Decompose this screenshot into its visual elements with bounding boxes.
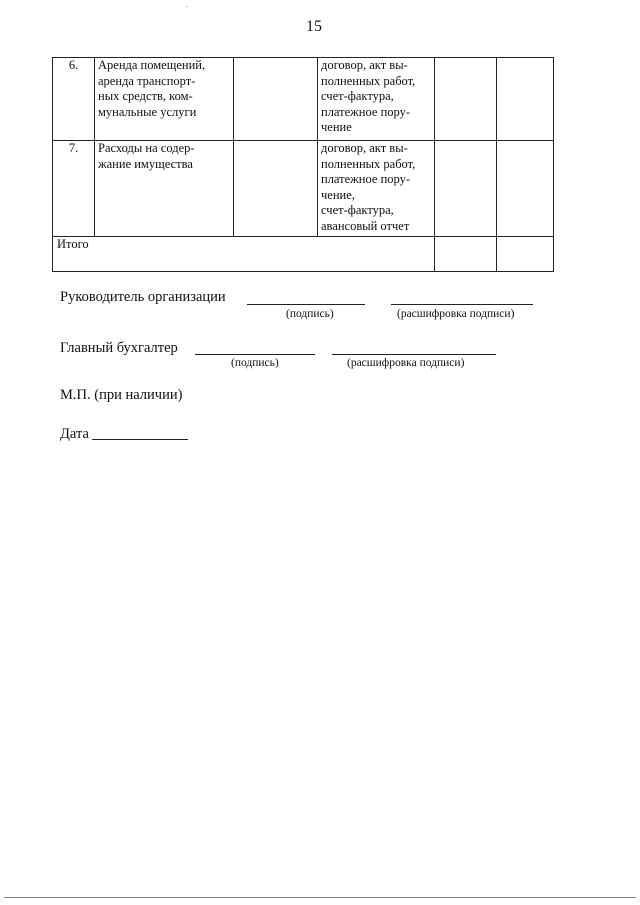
empty-cell — [435, 58, 497, 141]
accountant-signature-caption: (подпись) — [231, 357, 279, 369]
empty-cell — [435, 141, 497, 237]
expense-name-cell — [95, 58, 234, 141]
document-line: полненных работ, — [321, 73, 416, 88]
document-line: чение — [321, 120, 352, 134]
empty-cell — [234, 58, 318, 141]
expense-name-cell — [95, 141, 234, 237]
expense-name-line: мунальные услуги — [98, 104, 197, 119]
chief-accountant-label: Главный бухгалтер — [60, 340, 178, 356]
head-signature-line[interactable] — [247, 304, 365, 305]
accountant-signature-line[interactable] — [195, 354, 315, 355]
stamp-label: М.П. (при наличии) — [60, 387, 183, 403]
expense-name-line: ных средств, ком- — [98, 89, 193, 103]
row-number: 6. — [53, 58, 95, 141]
document-line: договор, акт вы- — [321, 141, 408, 155]
expense-name-line: Аренда помещений, — [98, 58, 206, 72]
total-cell — [497, 237, 554, 272]
expense-name-line: аренда транспорт- — [98, 73, 196, 88]
empty-cell — [497, 58, 554, 141]
document-line: авансовый отчет — [321, 218, 410, 233]
head-of-organization-label: Руководитель организации — [60, 289, 226, 305]
empty-cell — [497, 141, 554, 237]
expense-name-line: Расходы на содер- — [98, 141, 195, 155]
document-line: договор, акт вы- — [321, 58, 408, 72]
expenses-table — [52, 57, 554, 272]
expense-name-line: жание имущества — [98, 156, 193, 171]
document-line: чение, — [321, 187, 355, 202]
document-line: полненных работ, — [321, 156, 416, 171]
table-row — [53, 58, 554, 141]
document-line: счет-фактура, — [321, 203, 394, 217]
documents-cell — [318, 58, 435, 141]
scan-mark — [186, 6, 188, 7]
empty-cell — [234, 141, 318, 237]
document-line: счет-фактура, — [321, 89, 394, 103]
documents-cell — [318, 141, 435, 237]
document-line: платежное пору- — [321, 172, 411, 186]
row-number: 7. — [53, 141, 95, 237]
total-label: Итого — [53, 237, 435, 272]
head-decoding-line[interactable] — [391, 304, 533, 305]
head-decoding-caption: (расшифровка подписи) — [397, 308, 515, 320]
accountant-decoding-caption: (расшифровка подписи) — [347, 357, 465, 369]
accountant-decoding-line[interactable] — [332, 354, 496, 355]
head-signature-caption: (подпись) — [286, 308, 334, 320]
page-bottom-rule — [4, 897, 636, 898]
table-row — [53, 141, 554, 237]
date-label: Дата — [60, 426, 89, 442]
document-line: платежное пору- — [321, 104, 411, 119]
page-number: 15 — [306, 18, 322, 35]
total-cell — [435, 237, 497, 272]
date-line[interactable] — [92, 439, 188, 440]
total-row — [53, 237, 554, 272]
